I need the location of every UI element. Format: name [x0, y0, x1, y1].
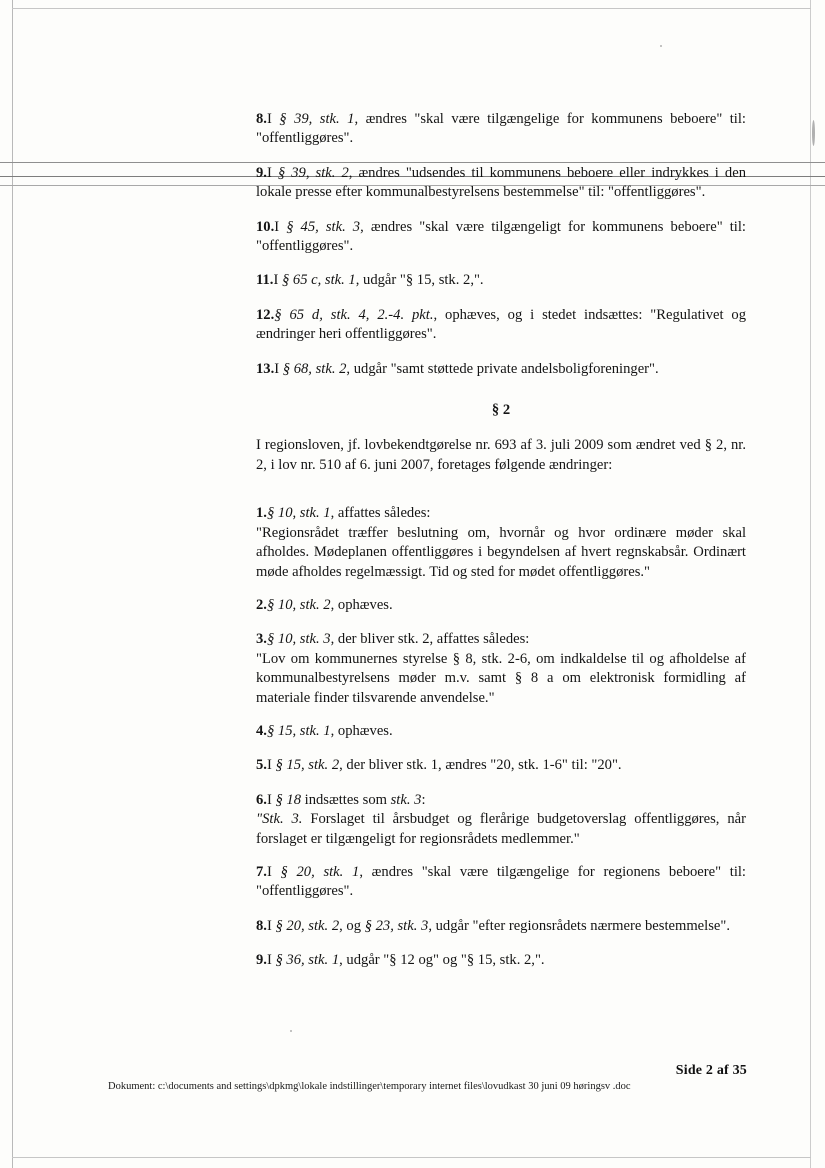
item-text-secondary: , udgår "efter regionsrådets nærmere bestemmelse".: [428, 917, 730, 934]
item-text: , ændres "skal være tilgængelige for regionens beboere" til: "offentliggøres".: [256, 863, 746, 900]
amendment-item: [256, 917, 746, 936]
amendment-item: [256, 306, 746, 345]
item-lead: I: [274, 360, 283, 377]
item-reference: § 39, stk. 1: [279, 111, 355, 127]
item-reference: § 15, stk. 1: [266, 722, 331, 739]
item-number: 3.: [256, 631, 267, 648]
item-lead: I: [266, 111, 280, 127]
item-reference: § 18: [275, 791, 302, 808]
amendment-item: [256, 863, 746, 902]
amendment-item: [256, 504, 746, 582]
item-quote: Forslaget til årsbudget og flerårige budgetoverslag offentliggøres, når forslaget er tilgængeligt for regionsrådets medlemmer.": [256, 811, 747, 847]
item-number: 8.: [256, 111, 267, 127]
scan-speck: [290, 1030, 292, 1032]
item-text: , udgår "§ 12 og" og "§ 15, stk. 2,".: [339, 952, 545, 969]
item-reference: § 10, stk. 3: [266, 631, 331, 648]
item-text-secondary: :: [421, 791, 426, 808]
item-reference: § 65 d, stk. 4, 2.-4. pkt.: [274, 306, 434, 323]
amendment-item: [256, 360, 746, 379]
item-number: 9.: [256, 952, 267, 969]
page-edge-bottom: [12, 1157, 811, 1158]
item-number: 13.: [256, 360, 275, 377]
section-heading: § 2: [491, 402, 511, 419]
amendment-item: [256, 756, 746, 775]
item-reference: § 10, stk. 2: [266, 596, 331, 613]
item-text: , ophæves.: [330, 596, 393, 613]
item-lead: I: [266, 164, 278, 181]
item-reference: § 20, stk. 1: [280, 863, 360, 880]
item-lead: I: [266, 917, 276, 934]
document-body: [256, 110, 746, 986]
item-lead: I: [274, 218, 287, 235]
amendment-item: [256, 596, 746, 615]
item-number: 12.: [256, 306, 275, 323]
item-quote: "Regionsrådet træffer beslutning om, hvornår og hvor ordinære møder skal afholdes. Mødeplanen offentliggøres i begyndelsen af hvert regnskabsår. Ordinært møde afholdes regelmæssigt. Tid og sted for mødet offentliggøres.": [256, 524, 746, 580]
item-text: , ophæves.: [330, 722, 393, 739]
item-number: 11.: [256, 272, 274, 289]
amendment-item: [256, 722, 746, 741]
item-number: 8.: [256, 917, 267, 934]
item-quote-lead: "Stk. 3.: [256, 811, 303, 828]
item-number: 9.: [256, 164, 267, 181]
item-reference-secondary: § 23, stk. 3: [364, 917, 429, 934]
item-reference: § 36, stk. 1: [275, 952, 340, 969]
amendment-item: [256, 218, 746, 257]
item-text: , ændres "skal være tilgængelige for kommunens beboere" til: "offentliggøres".: [256, 111, 746, 147]
item-text: , udgår "samt støttede private andelsboligforeninger".: [346, 360, 659, 377]
amendment-item: [256, 271, 746, 290]
vertical-spacer: [256, 490, 746, 504]
section-intro: I regionsloven, jf. lovbekendtgørelse nr. 693 af 3. juli 2009 som ændret ved § 2, nr. 2, i lov nr. 510 af 6. juni 2007, foretages følgende ændringer:: [256, 437, 746, 473]
item-text: , ophæves, og i stedet indsættes: "Regulativet og ændringer heri offentliggøres".: [256, 306, 747, 343]
item-number: 1.: [256, 505, 267, 522]
item-reference: § 20, stk. 2: [275, 917, 340, 934]
page-number: Side 2 af 35: [675, 1063, 747, 1078]
item-text: indsættes som: [301, 791, 391, 808]
item-lead: I: [266, 863, 281, 880]
item-lead: I: [266, 952, 276, 969]
item-text: , affattes således:: [330, 505, 431, 522]
item-text: , der bliver stk. 2, affattes således:: [330, 631, 530, 648]
item-reference: § 45, stk. 3: [286, 218, 361, 235]
item-text: , ændres "udsendes til kommunens beboere eller indrykkes i den lokale presse efter kommunalbestyrelsens bestemmelse" til: "offentliggøres".: [256, 164, 746, 201]
item-number: 4.: [256, 722, 267, 739]
item-number: 7.: [256, 863, 267, 880]
item-text: , udgår "§ 15, stk. 2,".: [355, 272, 484, 289]
item-reference: § 65 c, stk. 1: [281, 272, 356, 289]
amendment-item: [256, 791, 746, 849]
scan-speck: [812, 120, 815, 146]
item-reference-secondary: stk. 3: [390, 791, 422, 808]
item-quote: "Lov om kommunernes styrelse § 8, stk. 2-6, om indkaldelse til og afholdelse af kommunalbestyrelsens møder m.v. samt § 8 a om elektronisk formidling af materiale finder tilsvarende anvendelse.": [256, 650, 746, 706]
item-text: , og: [339, 917, 365, 934]
item-lead: I: [266, 757, 276, 774]
amendment-item: [256, 110, 746, 149]
item-reference: § 68, stk. 2: [282, 360, 347, 377]
item-lead: I: [273, 272, 282, 289]
amendment-item: [256, 951, 746, 970]
page-edge-top: [12, 8, 811, 9]
item-number: 10.: [256, 218, 275, 235]
item-number: 2.: [256, 596, 267, 613]
item-reference: § 10, stk. 1: [266, 505, 331, 522]
amendment-item: [256, 630, 746, 708]
item-number: 5.: [256, 757, 267, 774]
item-reference: § 39, stk. 2: [277, 164, 349, 181]
document-path-footer: Dokument: c:\documents and settings\dpkmg\lokale indstillinger\temporary internet files\lovudkast 30 juni 09 høringsv .doc: [108, 1081, 631, 1092]
item-text: , ændres "skal være tilgængeligt for kommunens beboere" til: "offentliggøres".: [256, 218, 746, 255]
amendment-item: [256, 164, 746, 203]
item-text: , der bliver stk. 1, ændres "20, stk. 1-6" til: "20".: [339, 757, 622, 774]
scan-speck: [660, 45, 662, 47]
item-reference: § 15, stk. 2: [275, 757, 340, 774]
item-lead: I: [266, 791, 276, 808]
item-number: 6.: [256, 791, 267, 808]
